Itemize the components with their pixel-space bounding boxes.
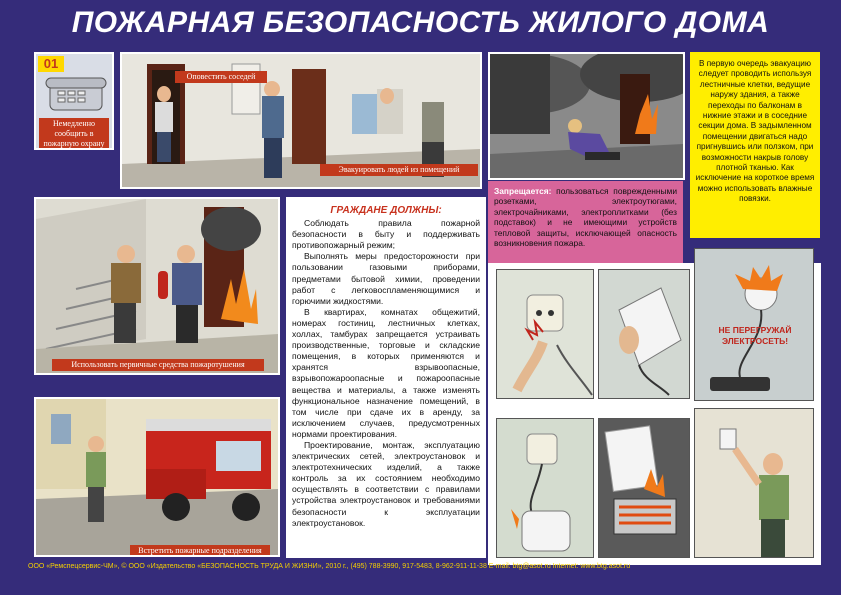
tile-kettle	[496, 418, 594, 558]
telephone-icon	[44, 74, 110, 114]
forbidden-box	[488, 181, 683, 263]
panel-smoke-evacuation	[488, 52, 685, 180]
caption-extinguish: Использовать первичные средства пожаротушения	[52, 359, 264, 371]
panel-notify-neighbours	[120, 52, 482, 189]
citizens-duties-text	[286, 197, 486, 558]
panel-meet-firefighters	[34, 397, 280, 557]
citizens-paragraph: Выполнять меры предосторожности при пользовании газовыми приборами, предметами бытовой химии, проведении работ с легковоспламеняющимися и горючими жидкостями.	[292, 251, 480, 306]
tile-switch-off	[694, 408, 814, 558]
citizens-paragraph: Проектирование, монтаж, эксплуатацию электрических сетей, электроустановок и электротехнических изделий, а также контроль за их состоянием необходимо осуществлять в соответствии с правилами устройства электроустановок и требованиями безопасности к эксплуатации электроустановок.	[292, 439, 480, 528]
caption-meet: Встретить пожарные подразделения	[130, 545, 270, 557]
scene-firetruck-illustration	[36, 399, 278, 555]
iron-illustration	[599, 270, 690, 399]
panel-call-fire-service	[34, 52, 114, 150]
page-title: ПОЖАРНАЯ БЕЗОПАСНОСТЬ ЖИЛОГО ДОМА	[71, 6, 770, 39]
tile-iron	[598, 269, 690, 399]
tile-broken-socket	[496, 269, 594, 399]
citizens-paragraph: В квартирах, комнатах общежитий, номерах гостиниц, лестничных клетках, холлах, тамбурах запрещается устраивать производственные, торговые и складские помещения, в которых применяются и хранятся взрывоопасные, взрывопожароопасные и пожароопасные вещества и материалы, а также изменять функциональное назначение помещений, в том числе при сдаче их в аренду, за исключением случаев, предусмотренных нормами проектирования.	[292, 306, 480, 439]
caption-notify: Оповестить соседей	[175, 71, 267, 83]
evacuation-note: В первую очередь эвакуацию следует проводить используя лестничные клетки, ведущие наружу здания, а также переходы по балконам в нижние этажи и в соседние секции дома. В задымленном помещении двигаться надо пригнувшись или ползком, при возможности накрыв голову плотной тканью. Как исключение на короткое время можно использовать влажные повязки.	[690, 52, 820, 238]
forbidden-heading: Запрещается:	[494, 186, 552, 196]
caption-call: Немедленно сообщить в пожарную охрану	[39, 118, 109, 150]
badge-number: 01	[38, 56, 64, 72]
forbidden-text: пользоваться поврежденными розетками, электроутюгами, электрочайниками, электроплитками (без подставок) и не имеющими устройств тепловой защиты, исключающей опасность возникновения пожара.	[494, 186, 677, 249]
heater-illustration	[599, 419, 690, 558]
scene-extinguish-illustration	[36, 199, 278, 373]
citizens-paragraph: Соблюдать правила пожарной безопасности в быту и поддерживать противопожарный режим;	[292, 218, 480, 251]
caption-evacuate: Эвакуировать людей из помещений	[320, 164, 478, 176]
switch-illustration	[695, 409, 814, 558]
tile-heater	[598, 418, 690, 558]
tile-overload-sign	[694, 248, 814, 401]
broken-socket-illustration	[497, 270, 594, 399]
panel-extinguish	[34, 197, 280, 375]
scene-smoke-illustration	[490, 54, 683, 178]
kettle-illustration	[497, 419, 594, 558]
citizens-heading: ГРАЖДАНЕ ДОЛЖНЫ:	[330, 205, 442, 216]
footer-publisher: ООО «Ремспецсервис-ЧМ», © ООО «Издательство «БЕЗОПАСНОСТЬ ТРУДА И ЖИЗНИ», 2010 г., (495) 788-3990, 917-5483, 8-962-911-11-38 E-mail: btg@asot.ru Internet: www.btg.asot.ru	[28, 563, 631, 570]
overload-warning-sign: НЕ ПЕРЕГРУЖАЙ ЭЛЕКТРОСЕТЬ!	[718, 325, 792, 346]
